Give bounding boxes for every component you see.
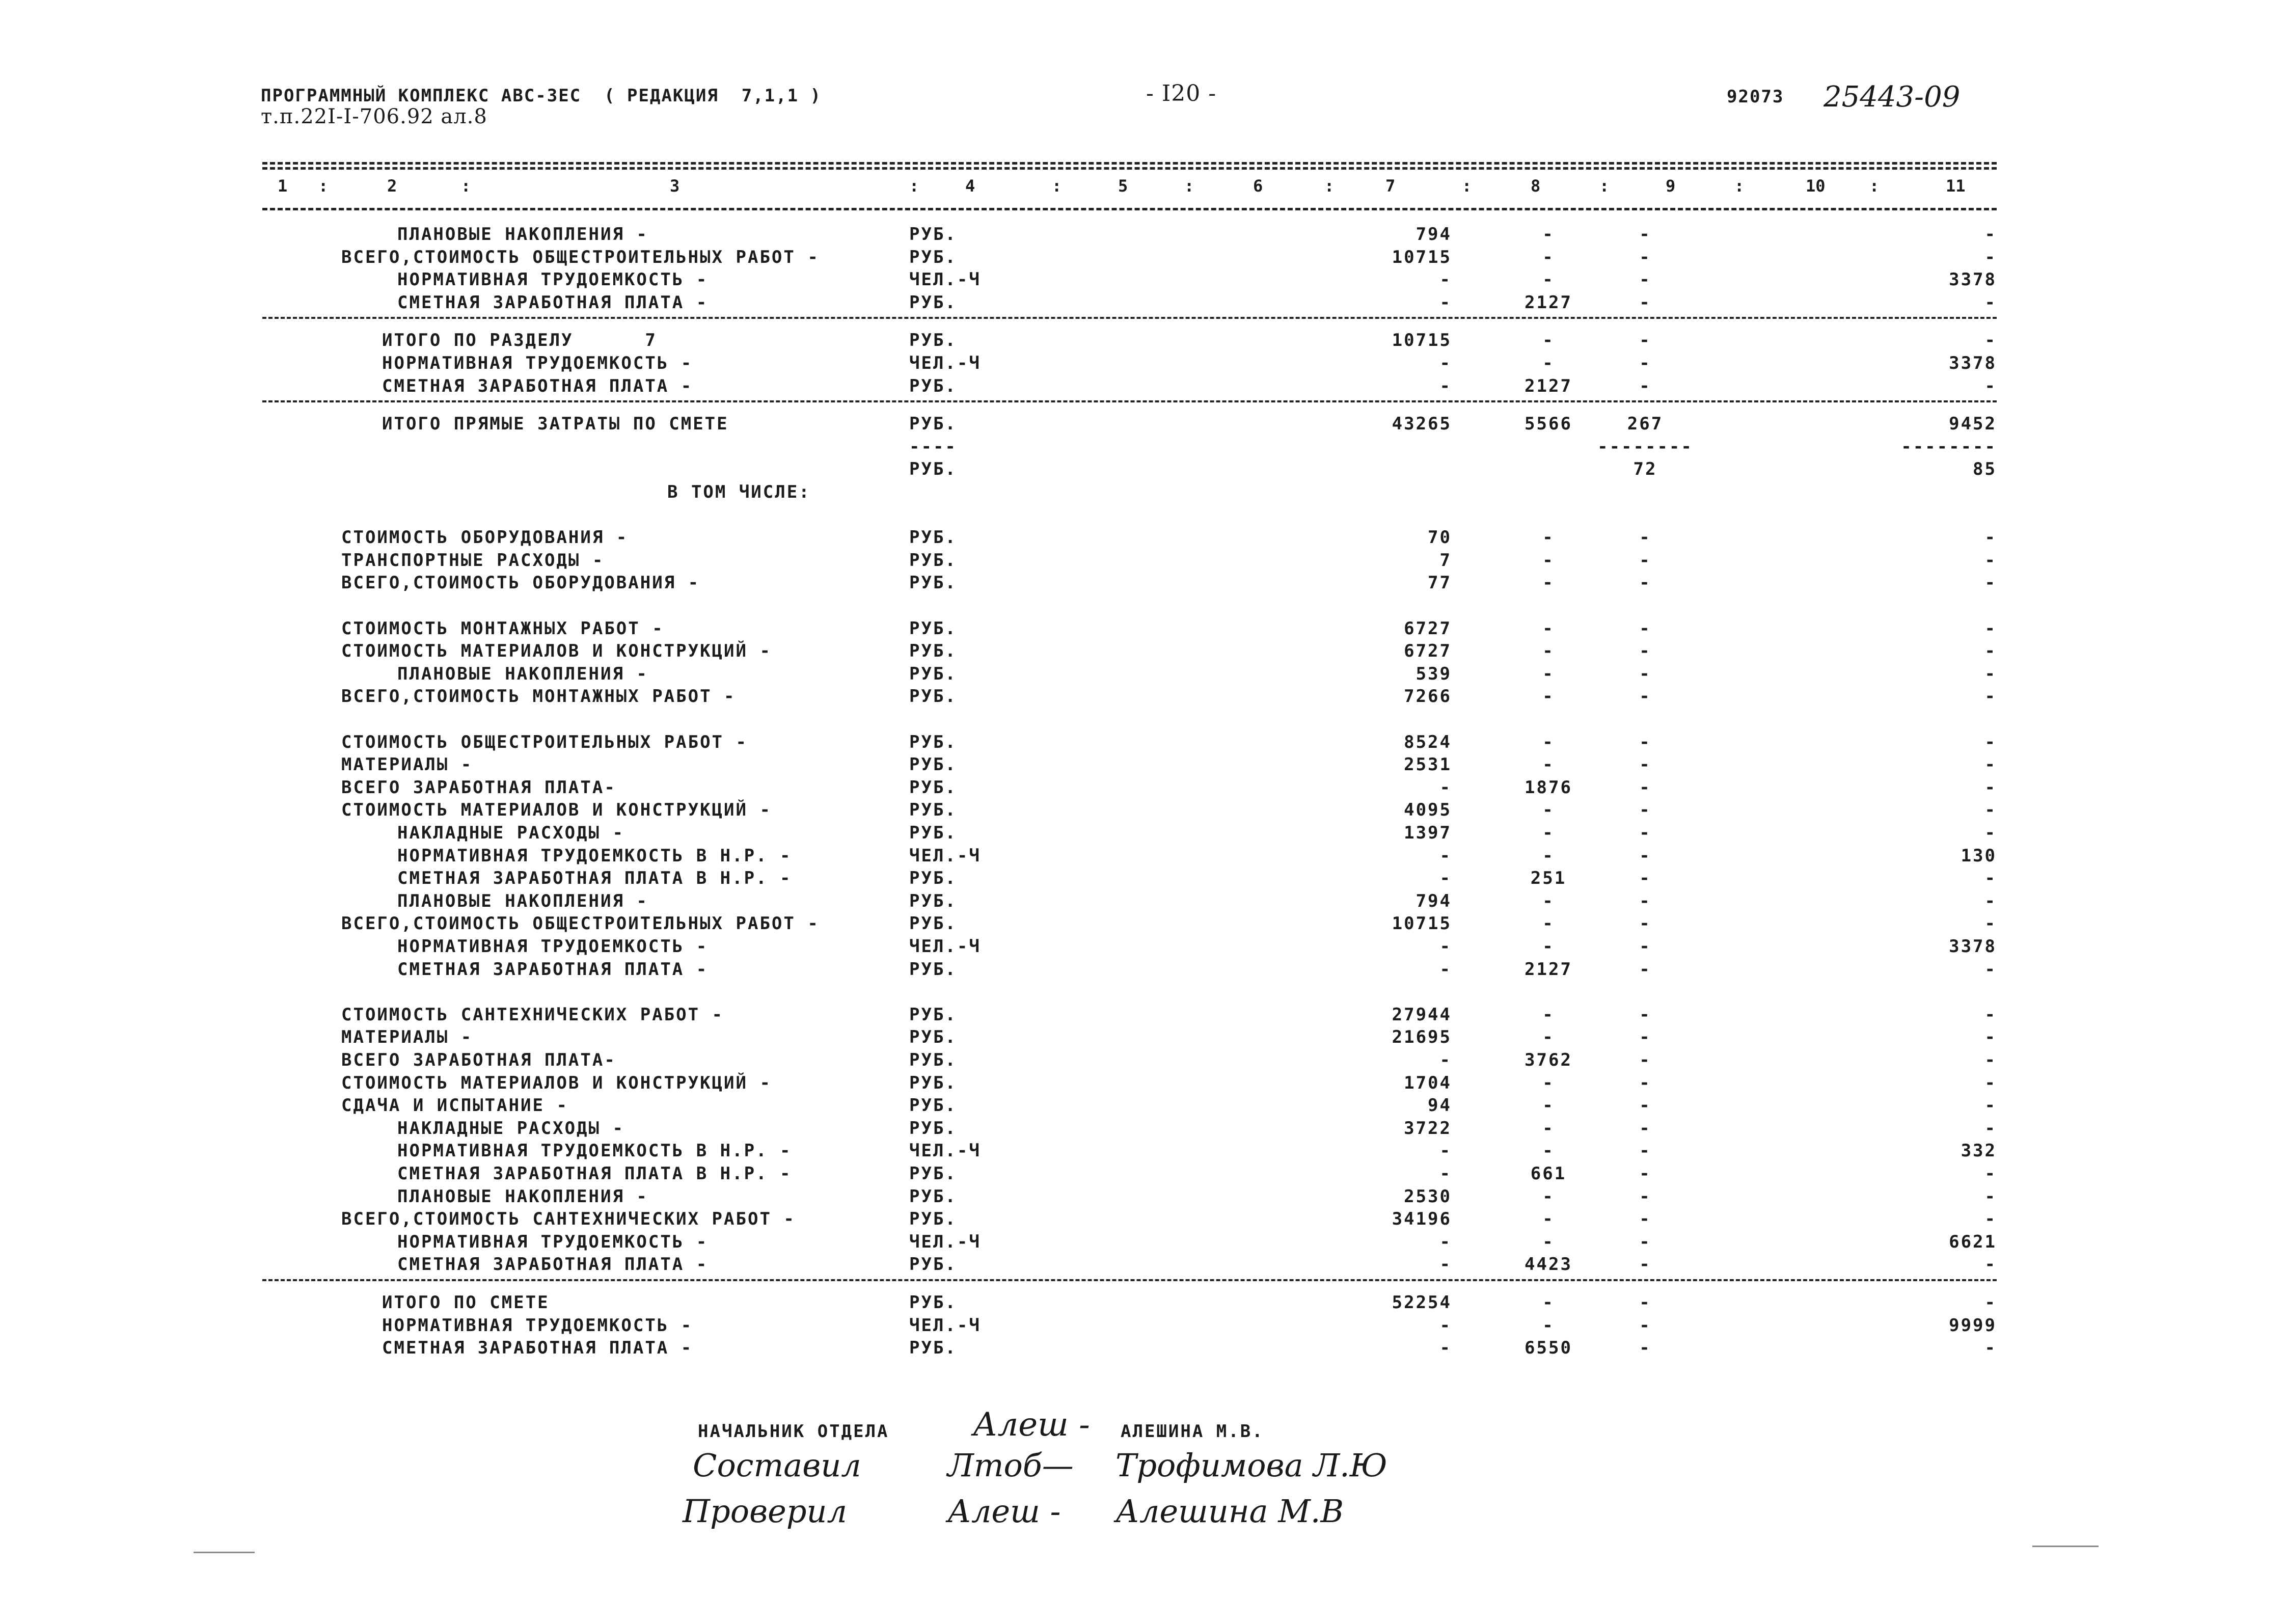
value-col-7: 8524 bbox=[1404, 732, 1452, 752]
value-col-8: - bbox=[1542, 1315, 1555, 1336]
value-col-8: 251 bbox=[1530, 868, 1567, 889]
row-label: НОРМАТИВНАЯ ТРУДОЕМКОСТЬ - bbox=[397, 1231, 709, 1252]
section-separator bbox=[262, 1279, 1997, 1281]
value-col-11: - bbox=[1984, 686, 1997, 707]
value-col-7: 1397 bbox=[1404, 823, 1452, 843]
value-col-9: - bbox=[1639, 868, 1651, 889]
value-col-9: - bbox=[1639, 618, 1651, 639]
value-col-8: - bbox=[1542, 663, 1555, 684]
value-col-8: - bbox=[1542, 247, 1555, 267]
row-unit: РУБ. bbox=[909, 292, 957, 313]
value-col-9: - bbox=[1639, 913, 1651, 934]
row-unit: ЧЕЛ.-Ч bbox=[909, 936, 981, 957]
value-col-7: 52254 bbox=[1392, 1292, 1452, 1313]
value-col-11: 85 bbox=[1973, 459, 1997, 480]
value-col-8: - bbox=[1542, 845, 1555, 866]
value-col-11: 9452 bbox=[1949, 414, 1997, 435]
value-col-11: - bbox=[1984, 573, 1997, 593]
column-header-4: 4 bbox=[965, 176, 975, 196]
value-col-8: - bbox=[1542, 890, 1555, 911]
value-col-8: - bbox=[1542, 800, 1555, 821]
row-label: ИТОГО ПО СМЕТЕ bbox=[382, 1292, 550, 1313]
row-label: В ТОМ ЧИСЛЕ: bbox=[667, 482, 811, 502]
value-col-9: - bbox=[1639, 936, 1651, 957]
scan-artifact-left bbox=[194, 1552, 255, 1553]
value-col-7: 34196 bbox=[1392, 1209, 1452, 1230]
value-col-9: -------- bbox=[1597, 436, 1693, 457]
row-unit: РУБ. bbox=[909, 1163, 957, 1184]
row-label: СТОИМОСТЬ МОНТАЖНЫХ РАБОТ - bbox=[341, 618, 664, 639]
value-col-8: - bbox=[1542, 527, 1555, 548]
row-label: ПЛАНОВЫЕ НАКОПЛЕНИЯ - bbox=[397, 1186, 648, 1207]
value-col-7: - bbox=[1439, 1254, 1452, 1275]
row-label: СТОИМОСТЬ МАТЕРИАЛОВ И КОНСТРУКЦИЙ - bbox=[341, 800, 772, 821]
row-unit: РУБ. bbox=[909, 1186, 957, 1207]
value-col-11: - bbox=[1984, 1095, 1997, 1116]
row-label: НОРМАТИВНАЯ ТРУДОЕМКОСТЬ - bbox=[397, 269, 709, 290]
column-separator: : bbox=[461, 176, 471, 196]
row-unit: РУБ. bbox=[909, 1292, 957, 1313]
row-label: НОРМАТИВНАЯ ТРУДОЕМКОСТЬ В Н.Р. - bbox=[397, 845, 792, 866]
value-col-7: - bbox=[1439, 269, 1452, 290]
value-col-9: - bbox=[1639, 777, 1651, 798]
value-col-7: 10715 bbox=[1392, 247, 1452, 267]
row-label: ВСЕГО,СТОИМОСТЬ ОБЩЕСТРОИТЕЛЬНЫХ РАБОТ - bbox=[341, 247, 820, 267]
value-col-11: - bbox=[1984, 1004, 1997, 1025]
page-number: - I20 - bbox=[1146, 80, 1217, 106]
column-header-7: 7 bbox=[1385, 176, 1396, 196]
value-col-9: - bbox=[1639, 573, 1651, 593]
row-unit: РУБ. bbox=[909, 573, 957, 593]
row-unit: РУБ. bbox=[909, 1209, 957, 1230]
value-col-8: 4423 bbox=[1525, 1254, 1572, 1275]
column-separator: : bbox=[1052, 176, 1062, 196]
value-col-9: - bbox=[1639, 1050, 1651, 1070]
row-unit: ЧЕЛ.-Ч bbox=[909, 353, 981, 373]
value-col-11: - bbox=[1984, 641, 1997, 662]
compiled-name: Трофимова Л.Ю bbox=[1115, 1447, 1387, 1484]
column-header-3: 3 bbox=[670, 176, 680, 196]
value-col-7: 3722 bbox=[1404, 1118, 1452, 1139]
value-col-9: - bbox=[1639, 1231, 1651, 1252]
value-col-7: 7266 bbox=[1404, 686, 1452, 707]
value-col-7: 2531 bbox=[1404, 754, 1452, 775]
value-col-9: - bbox=[1639, 353, 1651, 373]
value-col-7: 70 bbox=[1428, 527, 1452, 548]
value-col-8: - bbox=[1542, 1231, 1555, 1252]
value-col-8: - bbox=[1542, 754, 1555, 775]
row-label: СДАЧА И ИСПЫТАНИЕ - bbox=[341, 1095, 568, 1116]
value-col-8: - bbox=[1542, 330, 1555, 351]
row-label: МАТЕРИАЛЫ - bbox=[341, 1027, 473, 1048]
value-col-9: - bbox=[1639, 1118, 1651, 1139]
row-unit: РУБ. bbox=[909, 890, 957, 911]
value-col-9: - bbox=[1639, 686, 1651, 707]
value-col-7: 21695 bbox=[1392, 1027, 1452, 1048]
value-col-8: - bbox=[1542, 1118, 1555, 1139]
value-col-7: - bbox=[1439, 1163, 1452, 1184]
value-col-8: 2127 bbox=[1525, 959, 1572, 980]
row-label: ПЛАНОВЫЕ НАКОПЛЕНИЯ - bbox=[397, 890, 648, 911]
row-label: СТОИМОСТЬ ОБЩЕСТРОИТЕЛЬНЫХ РАБОТ - bbox=[341, 732, 748, 752]
value-col-7: - bbox=[1439, 1231, 1452, 1252]
row-label: СМЕТНАЯ ЗАРАБОТНАЯ ПЛАТА В Н.Р. - bbox=[397, 1163, 792, 1184]
value-col-11: - bbox=[1984, 550, 1997, 571]
value-col-9: - bbox=[1639, 754, 1651, 775]
row-unit: РУБ. bbox=[909, 618, 957, 639]
row-label: ВСЕГО,СТОИМОСТЬ ОБЩЕСТРОИТЕЛЬНЫХ РАБОТ - bbox=[341, 913, 820, 934]
value-col-7: - bbox=[1439, 1338, 1452, 1359]
value-col-8: - bbox=[1542, 1186, 1555, 1207]
row-unit: ЧЕЛ.-Ч bbox=[909, 1315, 981, 1336]
value-col-7: 10715 bbox=[1392, 330, 1452, 351]
column-separator: : bbox=[1599, 176, 1610, 196]
value-col-11: - bbox=[1984, 330, 1997, 351]
row-label: СТОИМОСТЬ МАТЕРИАЛОВ И КОНСТРУКЦИЙ - bbox=[341, 1072, 772, 1093]
row-label: НОРМАТИВНАЯ ТРУДОЕМКОСТЬ - bbox=[397, 936, 709, 957]
value-col-7: 10715 bbox=[1392, 913, 1452, 934]
value-col-9: - bbox=[1639, 1338, 1651, 1359]
value-col-8: - bbox=[1542, 936, 1555, 957]
row-label: СМЕТНАЯ ЗАРАБОТНАЯ ПЛАТА - bbox=[397, 959, 709, 980]
value-col-8: - bbox=[1542, 1095, 1555, 1116]
value-col-7: 7 bbox=[1439, 550, 1452, 571]
column-separator: : bbox=[1869, 176, 1880, 196]
value-col-9: - bbox=[1639, 224, 1651, 245]
row-unit: РУБ. bbox=[909, 732, 957, 752]
value-col-9: - bbox=[1639, 1254, 1651, 1275]
value-col-9: - bbox=[1639, 1292, 1651, 1313]
value-col-11: - bbox=[1984, 777, 1997, 798]
value-col-9: - bbox=[1639, 1315, 1651, 1336]
value-col-9: 72 bbox=[1633, 459, 1657, 480]
row-label: НОРМАТИВНАЯ ТРУДОЕМКОСТЬ В Н.Р. - bbox=[397, 1141, 792, 1161]
row-unit: РУБ. bbox=[909, 823, 957, 843]
value-col-11: 3378 bbox=[1949, 353, 1997, 373]
value-col-9: - bbox=[1639, 1095, 1651, 1116]
column-header-9: 9 bbox=[1666, 176, 1676, 196]
row-label: ТРАНСПОРТНЫЕ РАСХОДЫ - bbox=[341, 550, 605, 571]
row-unit: РУБ. bbox=[909, 1338, 957, 1359]
value-col-11: - bbox=[1984, 527, 1997, 548]
checked-label: Проверил bbox=[683, 1493, 847, 1530]
value-col-7: - bbox=[1439, 1141, 1452, 1161]
row-unit: РУБ. bbox=[909, 913, 957, 934]
value-col-9: - bbox=[1639, 292, 1651, 313]
value-col-8: - bbox=[1542, 913, 1555, 934]
value-col-8: - bbox=[1542, 1004, 1555, 1025]
column-separator: : bbox=[909, 176, 919, 196]
value-col-11: - bbox=[1984, 1163, 1997, 1184]
value-col-11: - bbox=[1984, 959, 1997, 980]
value-col-9: - bbox=[1639, 732, 1651, 752]
row-label: СМЕТНАЯ ЗАРАБОТНАЯ ПЛАТА В Н.Р. - bbox=[397, 868, 792, 889]
row-label: СМЕТНАЯ ЗАРАБОТНАЯ ПЛАТА - bbox=[397, 292, 709, 313]
row-label: НОРМАТИВНАЯ ТРУДОЕМКОСТЬ - bbox=[382, 353, 693, 373]
row-unit: ЧЕЛ.-Ч bbox=[909, 1231, 981, 1252]
scan-artifact-right bbox=[2032, 1546, 2099, 1547]
column-separator: : bbox=[1324, 176, 1335, 196]
row-unit: РУБ. bbox=[909, 224, 957, 245]
value-col-8: - bbox=[1542, 1027, 1555, 1048]
value-col-8: - bbox=[1542, 269, 1555, 290]
value-col-11: - bbox=[1984, 1186, 1997, 1207]
row-unit: РУБ. bbox=[909, 800, 957, 821]
row-unit: РУБ. bbox=[909, 641, 957, 662]
value-col-7: 6727 bbox=[1404, 641, 1452, 662]
value-col-11: - bbox=[1984, 292, 1997, 313]
row-unit: РУБ. bbox=[909, 330, 957, 351]
row-unit: РУБ. bbox=[909, 754, 957, 775]
value-col-9: - bbox=[1639, 1004, 1651, 1025]
value-col-8: 5566 bbox=[1525, 414, 1572, 435]
value-col-8: - bbox=[1542, 686, 1555, 707]
value-col-7: 4095 bbox=[1404, 800, 1452, 821]
value-col-9: - bbox=[1639, 800, 1651, 821]
value-col-11: - bbox=[1984, 663, 1997, 684]
row-unit: РУБ. bbox=[909, 1254, 957, 1275]
value-col-11: - bbox=[1984, 1292, 1997, 1313]
value-col-11: - bbox=[1984, 890, 1997, 911]
row-unit: РУБ. bbox=[909, 663, 957, 684]
value-col-9: - bbox=[1639, 330, 1651, 351]
row-unit: РУБ. bbox=[909, 1050, 957, 1070]
value-col-8: - bbox=[1542, 1209, 1555, 1230]
value-col-9: - bbox=[1639, 1141, 1651, 1161]
row-label: ВСЕГО,СТОИМОСТЬ МОНТАЖНЫХ РАБОТ - bbox=[341, 686, 736, 707]
value-col-7: 77 bbox=[1428, 573, 1452, 593]
value-col-11: 3378 bbox=[1949, 936, 1997, 957]
value-col-9: - bbox=[1639, 663, 1651, 684]
value-col-9: 267 bbox=[1627, 414, 1664, 435]
value-col-7: 94 bbox=[1428, 1095, 1452, 1116]
value-col-11: - bbox=[1984, 1254, 1997, 1275]
row-unit: РУБ. bbox=[909, 527, 957, 548]
value-col-11: - bbox=[1984, 1209, 1997, 1230]
value-col-7: 6727 bbox=[1404, 618, 1452, 639]
row-label: СТОИМОСТЬ ОБОРУДОВАНИЯ - bbox=[341, 527, 629, 548]
value-col-9: - bbox=[1639, 550, 1651, 571]
value-col-8: - bbox=[1542, 1072, 1555, 1093]
value-col-7: - bbox=[1439, 1315, 1452, 1336]
value-col-8: 2127 bbox=[1525, 375, 1572, 396]
value-col-9: - bbox=[1639, 375, 1651, 396]
row-unit: РУБ. bbox=[909, 1118, 957, 1139]
signature-checked: Алеш - bbox=[947, 1493, 1061, 1530]
value-col-7: - bbox=[1439, 375, 1452, 396]
value-col-9: - bbox=[1639, 959, 1651, 980]
value-col-9: - bbox=[1639, 823, 1651, 843]
column-header-2: 2 bbox=[387, 176, 397, 196]
value-col-7: - bbox=[1439, 1050, 1452, 1070]
column-header-10: 10 bbox=[1806, 176, 1826, 196]
row-label: ПЛАНОВЫЕ НАКОПЛЕНИЯ - bbox=[397, 224, 648, 245]
value-col-8: 6550 bbox=[1525, 1338, 1572, 1359]
row-unit: РУБ. bbox=[909, 459, 957, 480]
value-col-11: 332 bbox=[1961, 1141, 1997, 1161]
value-col-9: - bbox=[1639, 1027, 1651, 1048]
value-col-11: -------- bbox=[1901, 436, 1997, 457]
row-label: СМЕТНАЯ ЗАРАБОТНАЯ ПЛАТА - bbox=[382, 375, 693, 396]
project-code: т.п.22I-I-706.92 ал.8 bbox=[261, 105, 487, 128]
column-header-5: 5 bbox=[1118, 176, 1128, 196]
row-unit: РУБ. bbox=[909, 1027, 957, 1048]
column-separator: : bbox=[318, 176, 329, 196]
row-unit: РУБ. bbox=[909, 550, 957, 571]
row-label: НОРМАТИВНАЯ ТРУДОЕМКОСТЬ - bbox=[382, 1315, 693, 1336]
column-header-8: 8 bbox=[1531, 176, 1541, 196]
signature-head: Алеш - bbox=[973, 1406, 1090, 1444]
value-col-7: - bbox=[1439, 959, 1452, 980]
row-unit: РУБ. bbox=[909, 959, 957, 980]
row-label: НАКЛАДНЫЕ РАСХОДЫ - bbox=[397, 1118, 624, 1139]
value-col-8: - bbox=[1542, 1141, 1555, 1161]
value-col-9: - bbox=[1639, 247, 1651, 267]
value-col-8: 2127 bbox=[1525, 292, 1572, 313]
value-col-7: 539 bbox=[1416, 663, 1452, 684]
value-col-7: - bbox=[1439, 936, 1452, 957]
value-col-9: - bbox=[1639, 641, 1651, 662]
section-separator bbox=[262, 317, 1997, 319]
value-col-9: - bbox=[1639, 1186, 1651, 1207]
value-col-11: - bbox=[1984, 375, 1997, 396]
row-label: СМЕТНАЯ ЗАРАБОТНАЯ ПЛАТА - bbox=[397, 1254, 709, 1275]
value-col-8: - bbox=[1542, 550, 1555, 571]
value-col-8: - bbox=[1542, 573, 1555, 593]
value-col-11: 130 bbox=[1961, 845, 1997, 866]
value-col-8: - bbox=[1542, 1292, 1555, 1313]
row-unit: ЧЕЛ.-Ч bbox=[909, 269, 981, 290]
row-label: ИТОГО ПРЯМЫЕ ЗАТРАТЫ ПО СМЕТЕ bbox=[382, 414, 729, 435]
row-unit: РУБ. bbox=[909, 247, 957, 267]
value-col-9: - bbox=[1639, 1209, 1651, 1230]
value-col-11: - bbox=[1984, 1338, 1997, 1359]
value-col-7: 43265 bbox=[1392, 414, 1452, 435]
checked-name: Алешина М.В bbox=[1115, 1493, 1344, 1530]
value-col-11: 3378 bbox=[1949, 269, 1997, 290]
value-col-11: - bbox=[1984, 1118, 1997, 1139]
value-col-11: - bbox=[1984, 1050, 1997, 1070]
head-title: НАЧАЛЬНИК ОТДЕЛА bbox=[698, 1421, 889, 1442]
row-label: ВСЕГО,СТОИМОСТЬ ОБОРУДОВАНИЯ - bbox=[341, 573, 700, 593]
row-unit: ---- bbox=[909, 436, 957, 457]
row-unit: РУБ. bbox=[909, 1095, 957, 1116]
value-col-11: - bbox=[1984, 618, 1997, 639]
row-label: ПЛАНОВЫЕ НАКОПЛЕНИЯ - bbox=[397, 663, 648, 684]
row-unit: РУБ. bbox=[909, 868, 957, 889]
value-col-11: - bbox=[1984, 823, 1997, 843]
value-col-11: 9999 bbox=[1949, 1315, 1997, 1336]
value-col-9: - bbox=[1639, 890, 1651, 911]
value-col-7: 2530 bbox=[1404, 1186, 1452, 1207]
row-label: НАКЛАДНЫЕ РАСХОДЫ - bbox=[397, 823, 624, 843]
value-col-8: - bbox=[1542, 618, 1555, 639]
value-col-9: - bbox=[1639, 527, 1651, 548]
row-unit: ЧЕЛ.-Ч bbox=[909, 845, 981, 866]
row-unit: РУБ. bbox=[909, 1004, 957, 1025]
row-label: СТОИМОСТЬ САНТЕХНИЧЕСКИХ РАБОТ - bbox=[341, 1004, 724, 1025]
column-separator: : bbox=[1184, 176, 1194, 196]
value-col-7: 1704 bbox=[1404, 1072, 1452, 1093]
value-col-9: - bbox=[1639, 269, 1651, 290]
row-unit: РУБ. bbox=[909, 1072, 957, 1093]
program-title: ПРОГРАММНЫЙ КОМПЛЕКС АВС-ЗЕС ( РЕДАКЦИЯ 7,1,1 ) bbox=[261, 86, 822, 106]
value-col-8: - bbox=[1542, 353, 1555, 373]
column-header-1: 1 bbox=[278, 176, 288, 196]
column-separator: : bbox=[1734, 176, 1745, 196]
row-label: ВСЕГО ЗАРАБОТНАЯ ПЛАТА- bbox=[341, 1050, 616, 1070]
value-col-11: - bbox=[1984, 732, 1997, 752]
section-separator bbox=[262, 400, 1997, 402]
signature-compiled: Лтоб— bbox=[947, 1447, 1074, 1484]
row-label: ВСЕГО ЗАРАБОТНАЯ ПЛАТА- bbox=[341, 777, 616, 798]
value-col-11: - bbox=[1984, 800, 1997, 821]
document-code: 92073 bbox=[1727, 87, 1784, 107]
value-col-11: - bbox=[1984, 754, 1997, 775]
value-col-11: - bbox=[1984, 913, 1997, 934]
value-col-7: 794 bbox=[1416, 224, 1452, 245]
column-header-11: 11 bbox=[1946, 176, 1966, 196]
column-separator: : bbox=[1462, 176, 1472, 196]
value-col-7: - bbox=[1439, 868, 1452, 889]
value-col-11: - bbox=[1984, 224, 1997, 245]
column-header-6: 6 bbox=[1253, 176, 1263, 196]
handwritten-code: 25443-09 bbox=[1824, 80, 1961, 114]
row-label: ИТОГО ПО РАЗДЕЛУ 7 bbox=[382, 330, 657, 351]
head-name: АЛЕШИНА М.В. bbox=[1121, 1421, 1264, 1442]
row-label: СТОИМОСТЬ МАТЕРИАЛОВ И КОНСТРУКЦИЙ - bbox=[341, 641, 772, 662]
row-unit: РУБ. bbox=[909, 414, 957, 435]
row-label: МАТЕРИАЛЫ - bbox=[341, 754, 473, 775]
value-col-8: 1876 bbox=[1525, 777, 1572, 798]
value-col-7: - bbox=[1439, 845, 1452, 866]
value-col-9: - bbox=[1639, 1163, 1651, 1184]
value-col-8: - bbox=[1542, 641, 1555, 662]
row-label: ВСЕГО,СТОИМОСТЬ САНТЕХНИЧЕСКИХ РАБОТ - bbox=[341, 1209, 796, 1230]
row-label: СМЕТНАЯ ЗАРАБОТНАЯ ПЛАТА - bbox=[382, 1338, 693, 1359]
value-col-8: - bbox=[1542, 224, 1555, 245]
value-col-7: - bbox=[1439, 353, 1452, 373]
row-unit: РУБ. bbox=[909, 375, 957, 396]
value-col-8: 3762 bbox=[1525, 1050, 1572, 1070]
value-col-7: 794 bbox=[1416, 890, 1452, 911]
value-col-8: - bbox=[1542, 732, 1555, 752]
value-col-11: - bbox=[1984, 1027, 1997, 1048]
value-col-8: 661 bbox=[1530, 1163, 1567, 1184]
value-col-11: - bbox=[1984, 1072, 1997, 1093]
value-col-9: - bbox=[1639, 845, 1651, 866]
value-col-7: - bbox=[1439, 777, 1452, 798]
value-col-8: - bbox=[1542, 823, 1555, 843]
compiled-label: Составил bbox=[693, 1447, 861, 1484]
value-col-11: - bbox=[1984, 247, 1997, 267]
value-col-9: - bbox=[1639, 1072, 1651, 1093]
row-unit: РУБ. bbox=[909, 686, 957, 707]
value-col-11: 6621 bbox=[1949, 1231, 1997, 1252]
value-col-7: 27944 bbox=[1392, 1004, 1452, 1025]
value-col-11: - bbox=[1984, 868, 1997, 889]
row-unit: ЧЕЛ.-Ч bbox=[909, 1141, 981, 1161]
row-unit: РУБ. bbox=[909, 777, 957, 798]
value-col-7: - bbox=[1439, 292, 1452, 313]
